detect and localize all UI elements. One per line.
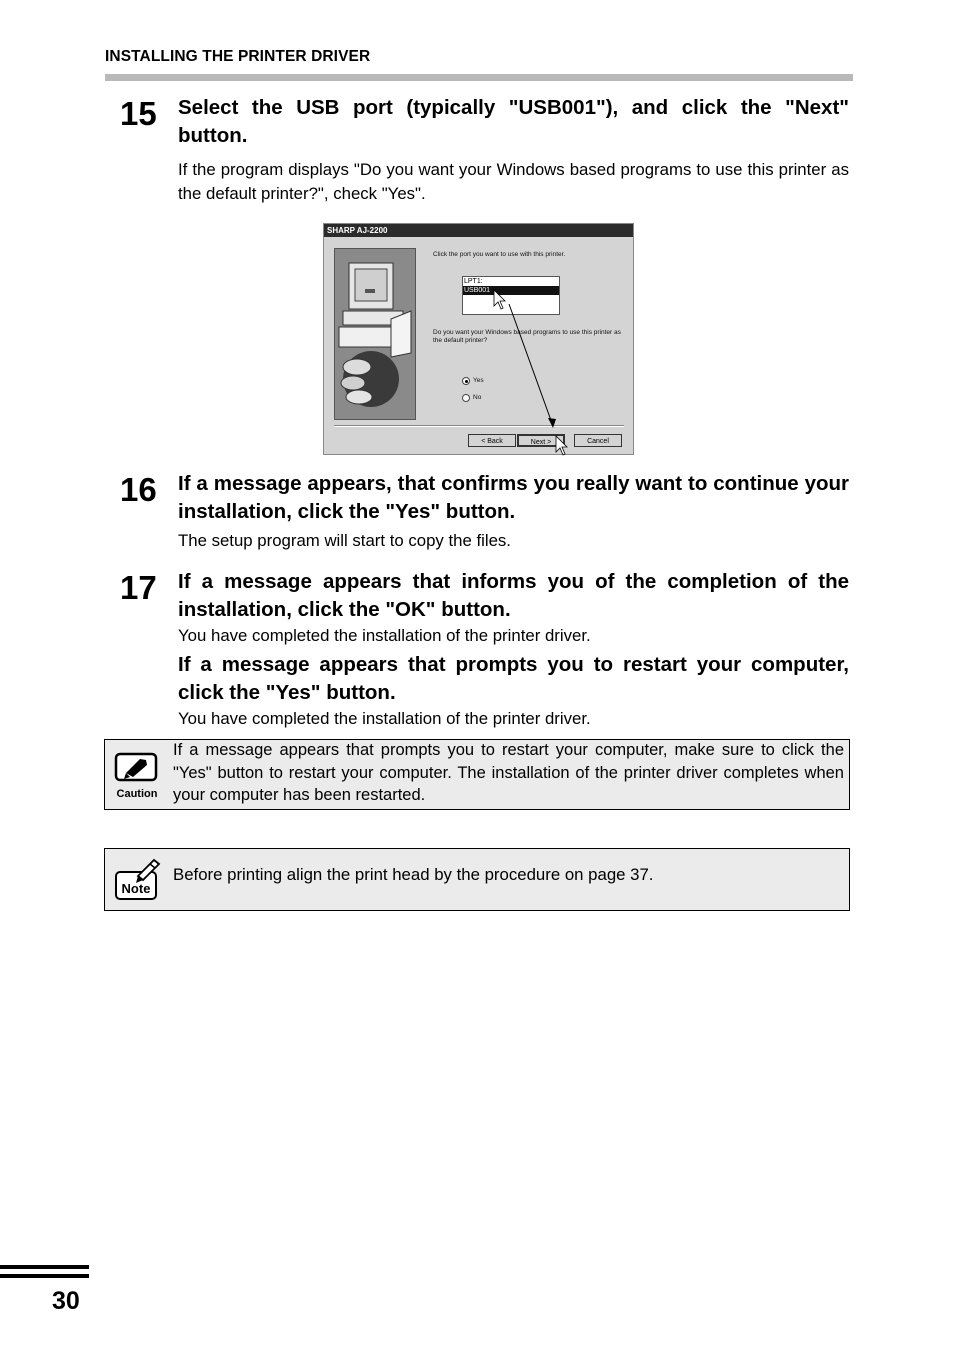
running-head: INSTALLING THE PRINTER DRIVER	[105, 48, 371, 65]
step-16-number: 16	[120, 471, 157, 508]
footer-rule-bottom	[0, 1274, 89, 1278]
pointer-arrow	[324, 224, 635, 456]
dialog-prompt: Click the port you want to use with this printer.	[433, 251, 566, 258]
step-15-number: 15	[120, 95, 157, 132]
step-16-body: The setup program will start to copy the files.	[178, 531, 511, 550]
port-selection-dialog	[323, 223, 634, 455]
mouse-pointer-icon	[494, 290, 505, 309]
back-button[interactable]: < Back	[468, 434, 516, 447]
step-17-body-restart: You have completed the installation of the printer driver.	[178, 709, 591, 728]
pencil-icon	[112, 751, 162, 783]
step-15-title: Select the USB port (typically "USB001"), and click the "Next" button.	[178, 96, 849, 147]
step-16-title: If a message appears, that confirms you really want to continue your installation, click the "Yes" button.	[178, 472, 849, 523]
caution-badge	[112, 751, 162, 800]
port-item-usb001[interactable]: USB001	[463, 286, 559, 295]
port-item-lpt1[interactable]: LPT1:	[464, 278, 483, 285]
next-button[interactable]: Next >	[517, 434, 565, 447]
caution-label: Caution	[116, 788, 158, 800]
default-printer-question: Do you want your Windows based programs to use this printer as the default printer?	[433, 329, 621, 344]
note-label: Note	[121, 881, 151, 896]
page-number: 30	[52, 1287, 80, 1315]
note-text: Before printing align the print head by the procedure on page 37.	[173, 865, 654, 884]
step-15-body: If the program displays "Do you want your Windows based programs to use this printer as the default printer?", check "Yes".	[178, 160, 849, 203]
header-rule	[105, 74, 853, 81]
mouse-pointer-icon	[556, 436, 567, 455]
no-radio-label: No	[473, 394, 482, 401]
yes-radio-label: Yes	[473, 377, 484, 384]
note-badge	[112, 858, 162, 902]
caution-text: If a message appears that prompts you to restart your computer, make sure to click the "Yes" button to restart your computer. The installation of the printer driver completes when your computer has been restarted.	[173, 741, 844, 804]
step-17-body: You have completed the installation of the printer driver.	[178, 626, 591, 645]
cancel-button[interactable]: Cancel	[574, 434, 622, 447]
step-17-title-restart: If a message appears that prompts you to restart your computer, click the "Yes" button.	[178, 653, 849, 704]
step-17-title: If a message appears that informs you of the completion of the installation, click the "OK" button.	[178, 570, 849, 621]
footer-rule-top	[0, 1265, 89, 1269]
dialog-title: SHARP AJ-2200	[324, 224, 633, 237]
step-17-number: 17	[120, 569, 157, 606]
